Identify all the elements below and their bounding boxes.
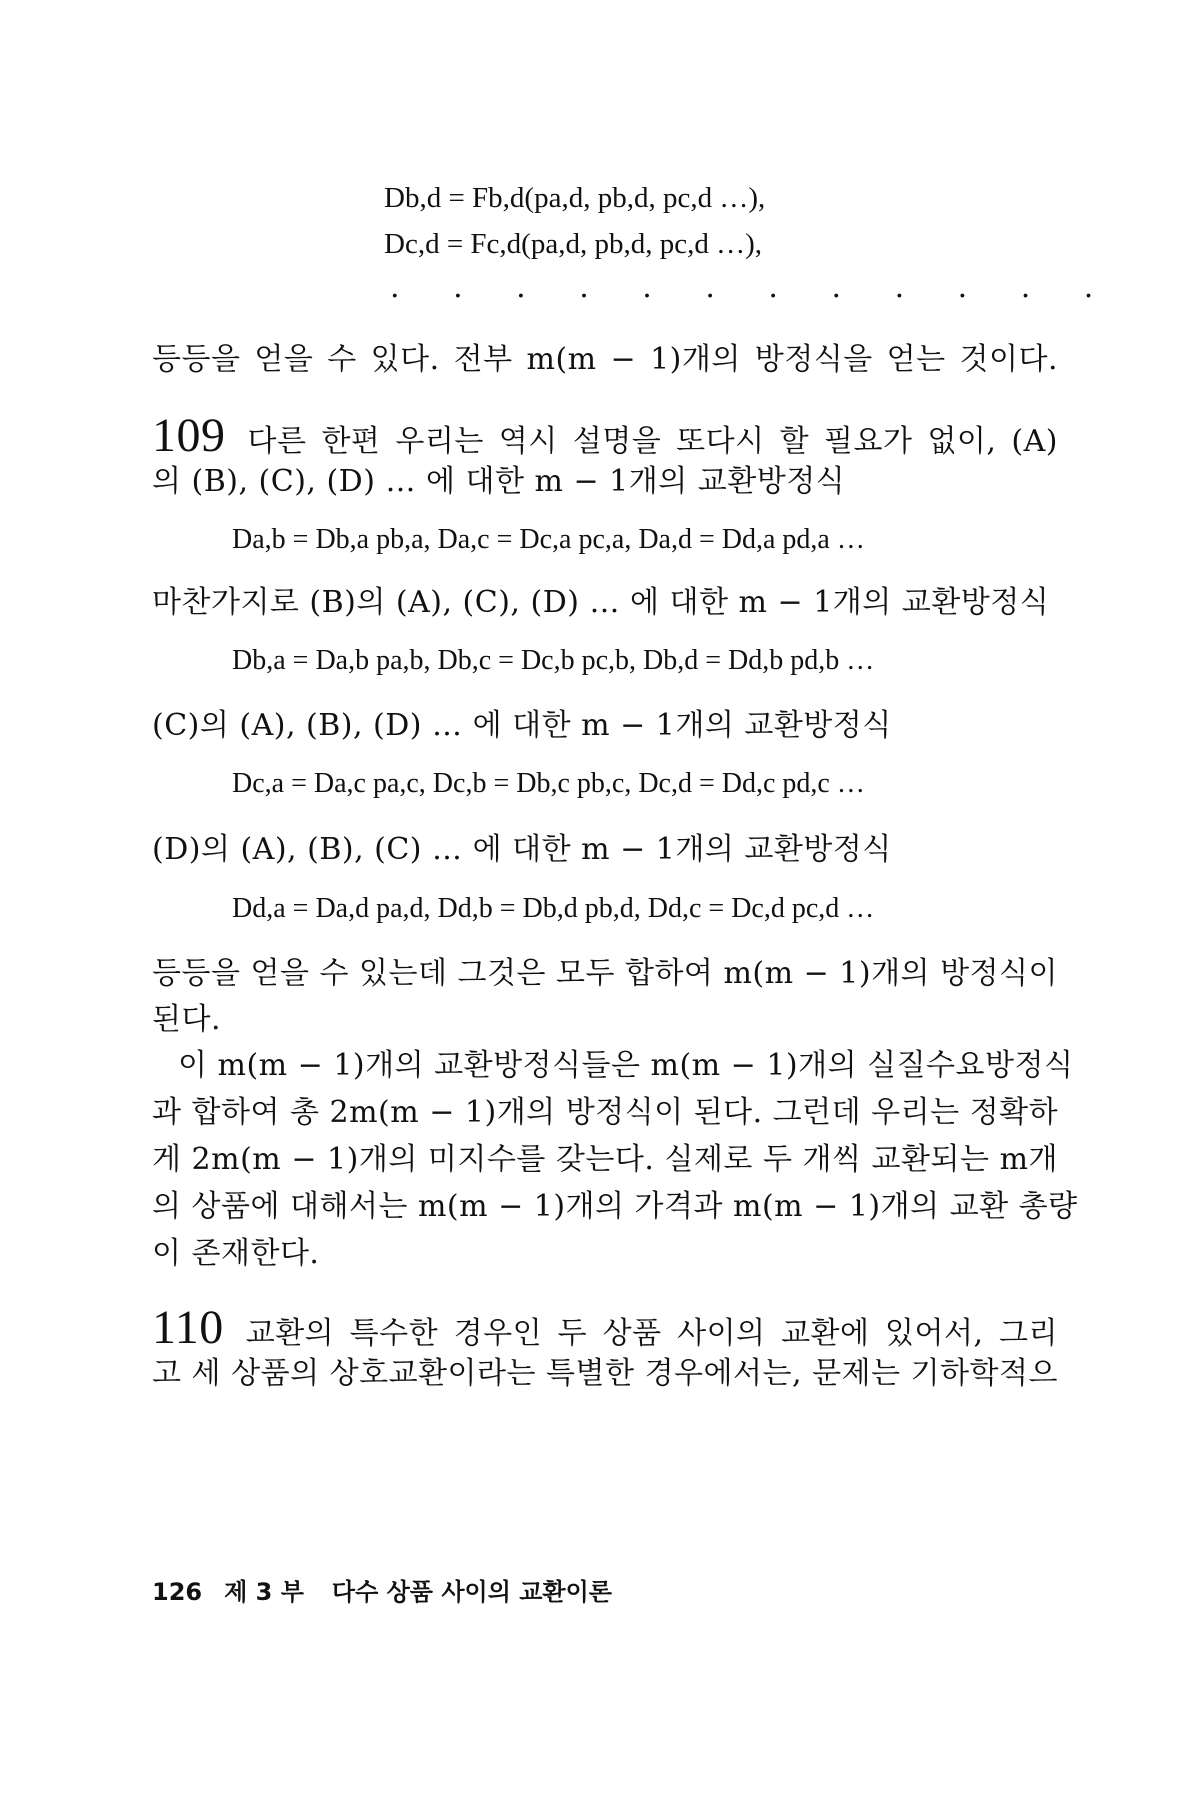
page-number: 126 [152, 1578, 203, 1606]
paragraph-2-line-2: 과 합하여 총 2m(m − 1)개의 방정식이 된다. 그런데 우리는 정확하 [152, 1095, 1059, 1130]
text-line-c: (C)의 (A), (B), (D) … 에 대한 m − 1개의 교환방정식 [152, 708, 892, 743]
footer-part: 제 3 부 [224, 1578, 304, 1606]
section-109-line-1 [152, 408, 1058, 463]
text-line-b: 마찬가지로 (B)의 (A), (C), (D) … 에 대한 m − 1개의 교환방정식 [152, 585, 1050, 620]
ellipsis-dots: . . . . . . . . . . . . [390, 270, 1116, 305]
section-number-110: 110 [152, 1301, 224, 1354]
footer-title: 다수 상품 사이의 교환이론 [331, 1578, 612, 1606]
page-footer [152, 1572, 612, 1607]
text-line-result: 등등을 얻을 수 있다. 전부 m(m − 1)개의 방정식을 얻는 것이다. [152, 342, 1058, 377]
equation-row-b: Db,a = Da,b pa,b, Db,c = Dc,b pc,b, Db,d = Dd,b pd,b … [232, 645, 875, 676]
section-109-line-2: 의 (B), (C), (D) … 에 대한 m − 1개의 교환방정식 [152, 464, 846, 499]
equation-dc-d: Dc,d = Fc,d(pa,d, pb,d, pc,d …), [384, 228, 762, 260]
equation-row-c: Dc,a = Da,c pa,c, Dc,b = Db,c pb,c, Dc,d = Dd,c pd,c … [232, 768, 865, 799]
section-110-text-1: 교환의 특수한 경우인 두 상품 사이의 교환에 있어서, 그리 [245, 1316, 1058, 1351]
section-110-line-2: 고 세 상품의 상호교환이라는 특별한 경우에서는, 문제는 기하학적으 [152, 1356, 1058, 1391]
paragraph-2-line-1: 이 m(m − 1)개의 교환방정식들은 m(m − 1)개의 실질수요방정식 [178, 1048, 1074, 1083]
section-110-line-1 [152, 1300, 1058, 1355]
section-109-text-1: 다른 한편 우리는 역시 설명을 또다시 할 필요가 없이, (A) [247, 424, 1058, 459]
text-line-d: (D)의 (A), (B), (C) … 에 대한 m − 1개의 교환방정식 [152, 832, 892, 867]
paragraph-2-line-3: 게 2m(m − 1)개의 미지수를 갖는다. 실제로 두 개씩 교환되는 m개 [152, 1142, 1058, 1177]
text-line-end-2: 된다. [152, 1002, 221, 1037]
paragraph-2-line-4: 의 상품에 대해서는 m(m − 1)개의 가격과 m(m − 1)개의 교환 총량 [152, 1189, 1078, 1224]
section-number-109: 109 [152, 409, 226, 462]
equation-row-a: Da,b = Db,a pb,a, Da,c = Dc,a pc,a, Da,d = Dd,a pd,a … [232, 524, 865, 555]
paragraph-2-line-5: 이 존재한다. [152, 1236, 320, 1271]
text-line-end-1: 등등을 얻을 수 있는데 그것은 모두 합하여 m(m − 1)개의 방정식이 [152, 956, 1058, 991]
equation-row-d: Dd,a = Da,d pa,d, Dd,b = Db,d pb,d, Dd,c = Dc,d pc,d … [232, 893, 875, 924]
equation-db-d: Db,d = Fb,d(pa,d, pb,d, pc,d …), [384, 182, 766, 214]
